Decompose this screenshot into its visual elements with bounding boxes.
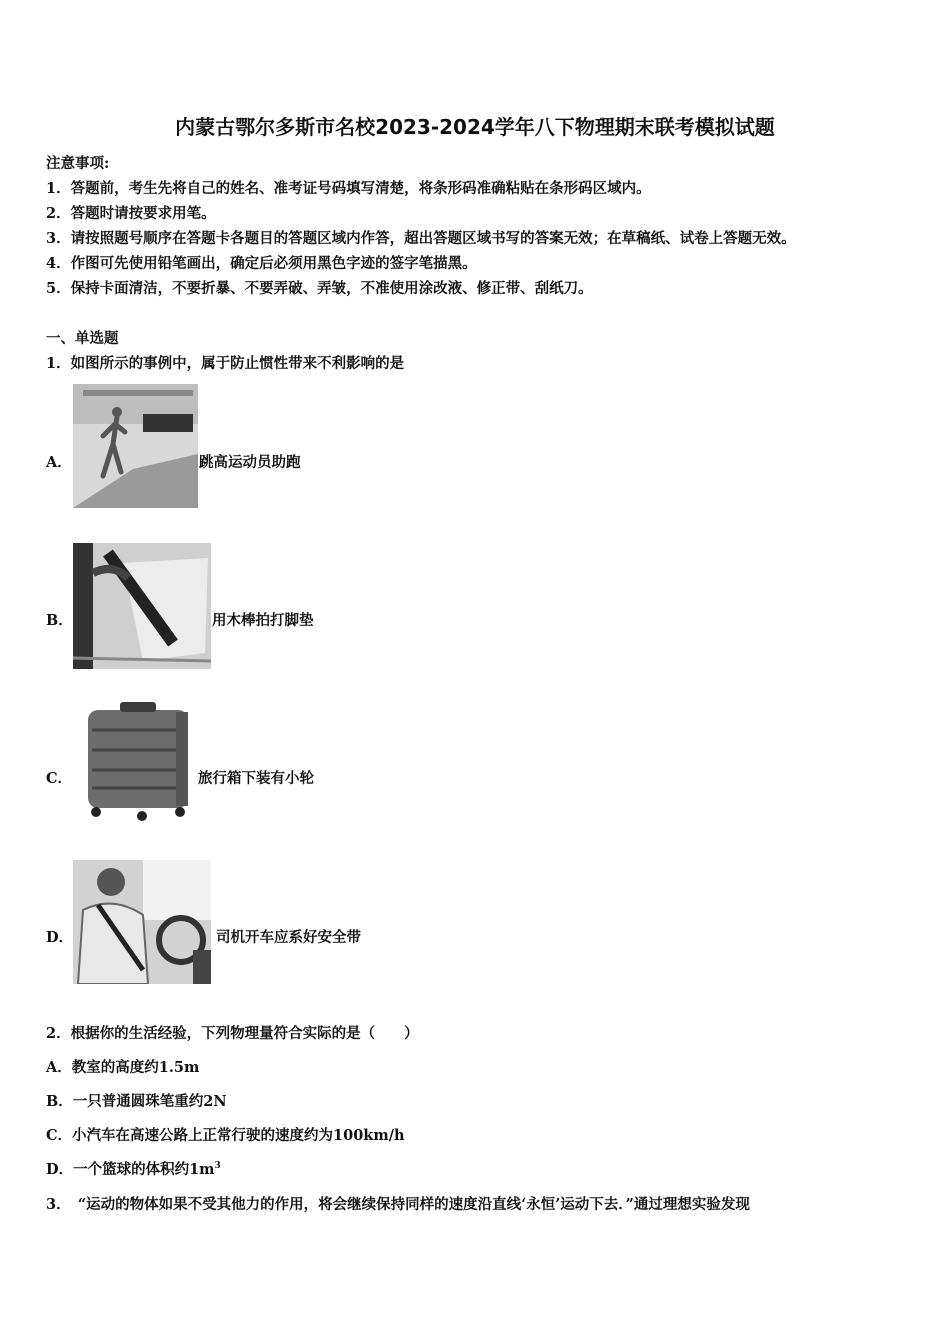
notice-item: 4．作图可先使用铅笔画出，确定后必须用黑色字迹的签字笔描黑。 xyxy=(46,255,477,272)
option-label: C． xyxy=(46,770,73,787)
page-title: 内蒙古鄂尔多斯市名校2023-2024学年八下物理期末联考模拟试题 xyxy=(175,115,775,139)
question-1-stem: 1．如图所示的事例中，属于防止惯性带来不利影响的是 xyxy=(46,355,405,372)
option-label: A． xyxy=(46,454,72,471)
option-label: B． xyxy=(46,612,73,629)
notice-item: 3．请按照题号顺序在答题卡各题目的答题区域内作答，超出答题区域书写的答案无效；在草稿纸、试卷上答题无效。 xyxy=(46,230,796,247)
question-2-stem: 2．根据你的生活经验，下列物理量符合实际的是（ ） xyxy=(46,1025,419,1042)
option-text: B．一只普通圆珠笔重约2N xyxy=(46,1093,227,1110)
option-text: D．一个篮球的体积约1m xyxy=(46,1161,215,1178)
option-text: C．小汽车在高速公路上正常行驶的速度约为100km/h xyxy=(46,1127,405,1144)
notice-item: 2．答题时请按要求用笔。 xyxy=(46,205,216,222)
option-d xyxy=(46,1158,221,1179)
notice-item: 1．答题前，考生先将自己的姓名、准考证号码填写清楚，将条形码准确粘贴在条形码区域内。 xyxy=(46,180,651,197)
beating-mat-photo xyxy=(73,543,211,669)
option-text: 用木棒拍打脚垫 xyxy=(212,612,314,629)
seatbelt-photo xyxy=(73,860,211,984)
option-text: 跳高运动员助跑 xyxy=(199,454,301,471)
option-label: D． xyxy=(46,929,74,946)
suitcase-photo xyxy=(80,702,195,822)
question-3-stem: 3． “运动的物体如果不受其他力的作用，将会继续保持同样的速度沿直线‘永恒’运动下去．”通过理想实验发现 xyxy=(46,1196,750,1213)
option-text: 旅行箱下装有小轮 xyxy=(198,770,314,787)
section-heading: 一、单选题 xyxy=(46,330,119,347)
notice-item: 5．保持卡面清洁，不要折暴、不要弄破、弄皱，不准使用涂改液、修正带、刮纸刀。 xyxy=(46,280,593,297)
notice-heading: 注意事项: xyxy=(46,155,110,172)
option-text: 司机开车应系好安全带 xyxy=(216,929,361,946)
option-text: A．教室的高度约1.5m xyxy=(46,1059,200,1076)
superscript: 3 xyxy=(214,1161,221,1172)
high-jump-photo xyxy=(73,384,198,508)
